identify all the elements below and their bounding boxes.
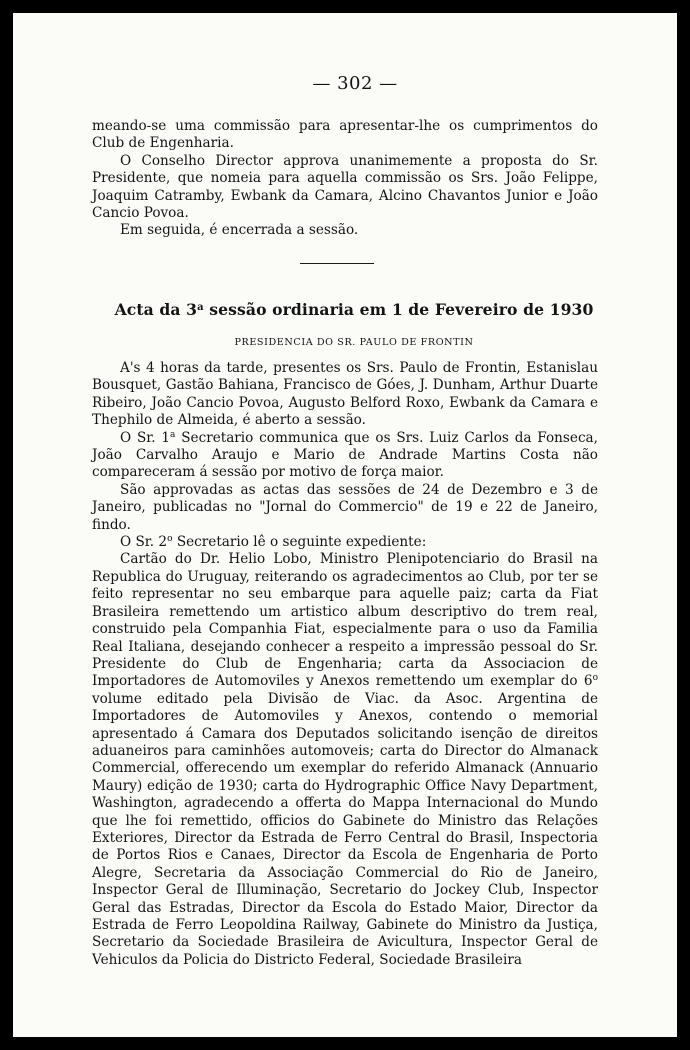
section-title-ordinal: a	[197, 302, 204, 313]
intro-paragraph-closing: Em seguida, é encerrada a sessão.	[120, 222, 359, 239]
section-title	[13, 300, 677, 319]
paragraph-correspondence-end: volume editado pela Divisão de Viac. da Asoc. Argentina de Importadores de Automoviles y Anexos, contendo o memorial apresentado á Camara dos Deputados solicitando isenção de direitos aduaneiros para caminhões automoveis; carta do Director do Almanack Commercial, offerecendo um exemplar do referido Almanack (Annuario Maury) edição de 1930; carta do Hydrographic Office Navy Department, Washington, agradecendo a offerta do Mappa Internacional do Mundo que lhe foi remettido, officios do Gabinete do Ministro das Relações Exteriores, Director da Estrada de Ferro Central do Brasil, Inspectoria de Portos Rios e Canaes, Director da Escola de Engenharia de Porto Alegre, Secretaria da Associação Commercial do Rio de Janeiro, Inspector Geral de Illuminação, Secretario do Jockey Club, Inspector Geral das Estradas, Director da Escola do Estado Maior, Director da Estrada de Ferro Leopoldina Railway, Gabinete do Ministro da Justiça, Secretario da Sociedade Brasileira de Avicultura, Inspector Geral de Vehiculos da Policia do Districto Federal, Sociedade Brasileira	[92, 690, 598, 968]
page-number: — 302 —	[312, 73, 398, 94]
ordinal-sup: o	[167, 534, 173, 545]
paragraph-second-secretary	[92, 534, 598, 551]
minutes-text	[92, 360, 598, 969]
paragraph-first-secretary	[92, 430, 598, 482]
section-title-suffix: sessão ordinaria em 1 de Fevereiro de 1930	[203, 300, 594, 319]
paragraph-second-secretary-start: O Sr. 2	[120, 534, 168, 551]
intro-paragraph-approval: O Conselho Director approva unanimemente a proposta do Sr. Presidente, que nomeia para aquella commissão os Srs. João Felippe, Joaquim Catramby, Ewbank da Camara, Alcino Chavantos Junior e João Cancio Povoa.	[92, 152, 598, 222]
paragraph-approvals: São approvadas as actas das sessões de 24 de Dezembro e 3 de Janeiro, publicadas no "Jornal do Commercio" de 19 e 22 de Janeiro, findo.	[92, 481, 598, 533]
intro-paragraph-continued: meando-se uma commissão para apresentar-lhe os cumprimentos do Club de Engenharia.	[92, 118, 598, 152]
intro-text	[92, 118, 598, 240]
document-page	[13, 13, 677, 1037]
paragraph-first-secretary-start: O Sr. 1	[120, 429, 171, 446]
paragraph-first-secretary-end: Secretario communica que os Srs. Luiz Carlos da Fonseca, João Carvalho Araujo e Mario de Andrade Martins Costa não compareceram á sessão por motivo de força maior.	[92, 429, 598, 481]
ordinal-sup: o	[592, 673, 598, 684]
paragraph-second-secretary-end: Secretario lê o seguinte expediente:	[172, 534, 427, 551]
section-title-prefix: Acta da 3	[114, 300, 198, 319]
paragraph-correspondence	[92, 551, 598, 969]
section-divider	[300, 263, 374, 264]
paragraph-correspondence-start: Cartão do Dr. Helio Lobo, Ministro Plenipotenciario do Brasil na Republica do Uruguay, reiterando os agradecimentos ao Club, por ter se feito representar no seu embarque para aquelle paiz; carta da Fiat Brasileira remettendo um artistico album descriptivo do trem real, construido pela Companhia Fiat, especialmente para o uso da Familia Real Italiana, desejando conhecer a respeito a impressão pessoal do Sr. Presidente do Club de Engenharia; carta da Associacion de Importadores de Automoviles y Anexos remettendo um exemplar do 6	[92, 551, 598, 690]
ordinal-sup: a	[170, 429, 176, 440]
paragraph-opening: A's 4 horas da tarde, presentes os Srs. Paulo de Frontin, Estanislau Bousquet, Gastão Bahiana, Francisco de Góes, J. Dunham, Arthur Duarte Ribeiro, João Cancio Povoa, Augusto Belford Roxo, Ewbank da Camara e Thephilo de Almeida, é aberto a sessão.	[92, 360, 598, 429]
section-subtitle: PRESIDENCIA DO SR. PAULO DE FRONTIN	[234, 337, 474, 348]
